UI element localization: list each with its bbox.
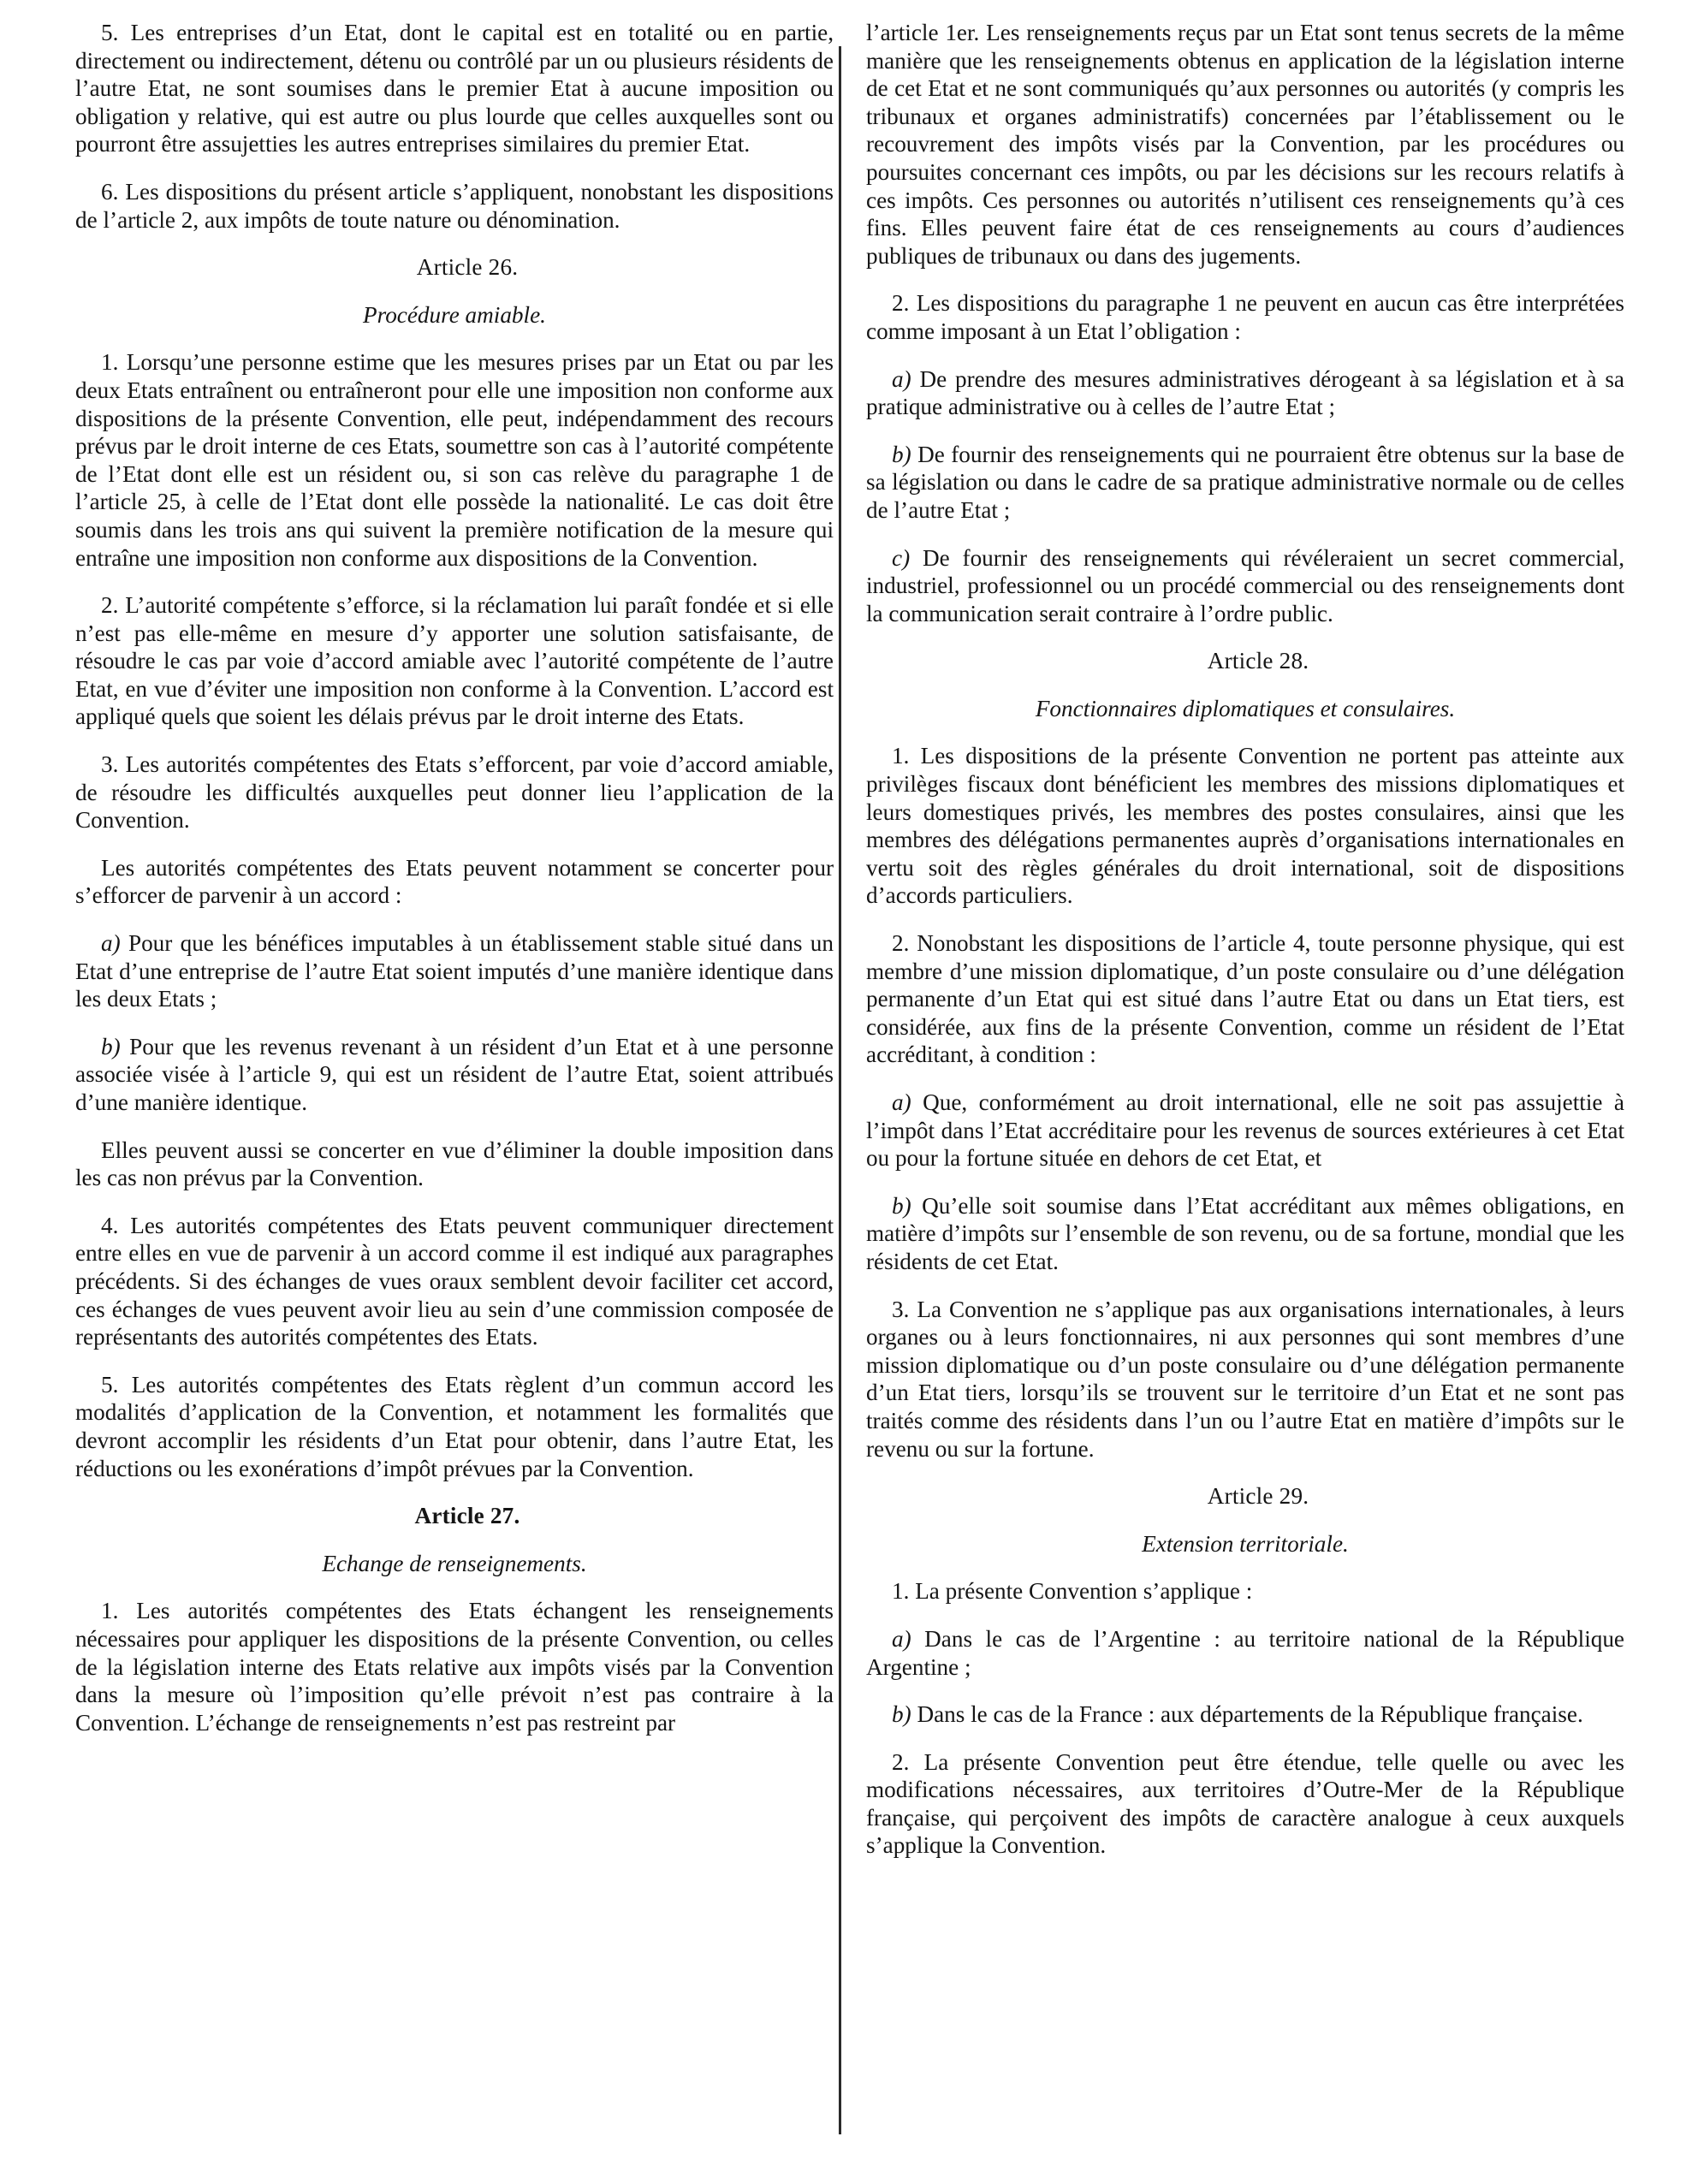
list-letter: a) bbox=[892, 1089, 911, 1115]
list-text: Pour que les revenus revenant à un résident d’un Etat et à une personne associée visée à l’article 9, qui est un résident de l’autre Etat, soient attribués d’une manière identique. bbox=[75, 1033, 834, 1115]
paragraph-art26-3-c: Elles peuvent aussi se concerter en vue d’éliminer la double imposition dans les cas non prévus par la Convention. bbox=[75, 1137, 834, 1191]
paragraph-art29-1: 1. La présente Convention s’applique : bbox=[892, 1578, 1253, 1605]
list-letter: c) bbox=[892, 544, 911, 571]
paragraph-art27-1-continued: l’article 1er. Les renseignements reçus par un Etat sont tenus secrets de la même manière que les renseignements obtenus en application de la législation interne de cet Etat et ne sont communiqués qu’aux personnes ou autorités (y compris les tribunaux et organes administratifs) concernées par l’établissement ou le recouvrement des impôts visés par la Convention, par les procédures ou poursuites concernant ces impôts, ou par les décisions sur les recours relatifs à ces impôts. Ces personnes ou autorités n’utilisent ces renseignements qu’à ces fins. Elles peuvent faire état de ces renseignements au cours d’audiences publiques de tribunaux ou dans des jugements. bbox=[866, 20, 1624, 269]
list-text: Que, conformément au droit international, elle ne soit pas assujettie à l’impôt dans l’Etat accréditaire pour les revenus de sources extérieures à cet Etat ou pour la fortune située en dehors de cet Etat, et bbox=[866, 1089, 1624, 1172]
article-29-subtitle: Extension territoriale. bbox=[1142, 1530, 1349, 1557]
list-text: Dans le cas de la France : aux départements de la République française. bbox=[911, 1701, 1583, 1728]
list-letter: b) bbox=[892, 1701, 911, 1728]
column-divider bbox=[839, 46, 841, 2134]
paragraph-art26-3: 3. Les autorités compétentes des Etats s’efforcent, par voie d’accord amiable, de résoudre les difficultés auxquelles peut donner lieu l’application de la Convention. bbox=[75, 751, 834, 834]
article-28-subtitle: Fonctionnaires diplomatiques et consulaires. bbox=[1035, 695, 1456, 721]
list-text: Dans le cas de l’Argentine : au territoire national de la République Argentine ; bbox=[866, 1625, 1624, 1680]
article-26-subtitle: Procédure amiable. bbox=[363, 301, 546, 328]
list-text: De fournir des renseignements qui ne pourraient être obtenus sur la base de sa législation ou dans le cadre de sa pratique administrative normale ou de celles de l’autre Etat ; bbox=[866, 441, 1624, 523]
right-column bbox=[866, 19, 1624, 1879]
list-letter: a) bbox=[892, 365, 911, 392]
paragraph-art27-2-c bbox=[866, 544, 1624, 628]
list-letter: a) bbox=[101, 930, 121, 957]
paragraph-art25-6: 6. Les dispositions du présent article s’appliquent, nonobstant les dispositions de l’article 2, aux impôts de toute nature ou dénomination. bbox=[75, 178, 834, 233]
left-column bbox=[75, 19, 834, 1756]
list-text: Pour que les bénéfices imputables à un établissement stable situé dans un Etat d’une entreprise de l’autre Etat soient imputés d’une manière identique dans les deux Etats ; bbox=[75, 930, 834, 1012]
paragraph-art27-2: 2. Les dispositions du paragraphe 1 ne peuvent en aucun cas être interprétées comme imposant à un Etat l’obligation : bbox=[866, 290, 1624, 344]
list-letter: b) bbox=[101, 1033, 121, 1059]
paragraph-art26-4: 4. Les autorités compétentes des Etats peuvent communiquer directement entre elles en vue de parvenir à un accord comme il est indiqué aux paragraphes précédents. Si des échanges de vues oraux semblent devoir faciliter cet accord, ces échanges de vues peuvent avoir lieu au sein d’une commission composée de représentants des autorités compétentes des Etats. bbox=[75, 1212, 834, 1350]
list-letter: b) bbox=[892, 1192, 911, 1219]
article-28-title: Article 28. bbox=[1207, 648, 1309, 674]
paragraph-art27-2-a bbox=[866, 365, 1624, 421]
paragraph-art29-1-a bbox=[866, 1625, 1624, 1681]
paragraph-art26-2: 2. L’autorité compétente s’efforce, si la réclamation lui paraît fondée et si elle n’est pas elle-même en mesure d’y apporter une solution satisfaisante, de résoudre le cas par voie d’accord amiable avec l’autorité compétente de l’autre Etat, en vue d’éviter une imposition non conforme à la Convention. L’accord est appliqué quels que soient les délais prévus par le droit interne des Etats. bbox=[75, 592, 834, 730]
list-text: Qu’elle soit soumise dans l’Etat accréditant aux mêmes obligations, en matière d’impôts sur l’ensemble de son revenu, ou de sa fortune, mondial que les résidents de cet Etat. bbox=[866, 1192, 1624, 1274]
paragraph-art28-2: 2. Nonobstant les dispositions de l’article 4, toute personne physique, qui est membre d’une mission diplomatique, d’un poste consulaire ou d’une délégation permanente d’un Etat qui est situé dans l’autre Etat ou dans un Etat tiers, est considérée, aux fins de la présente Convention, comme un résident de l’Etat accréditant, à condition : bbox=[866, 930, 1624, 1068]
paragraph-art28-3: 3. La Convention ne s’applique pas aux organisations internationales, à leurs organes ou à leurs fonctionnaires, ni aux personnes qui sont membres d’une mission diplomatique ou d’un poste consulaire ou d’une délégation permanente d’un Etat tiers, lorsqu’ils se trouvent sur le territoire d’un Etat et ne sont pas traités comme des résidents dans l’un ou l’autre Etat en matière d’impôts sur le revenu ou sur la fortune. bbox=[866, 1296, 1624, 1462]
paragraph-art25-5: 5. Les entreprises d’un Etat, dont le capital est en totalité ou en partie, directement ou indirectement, détenu ou contrôlé par un ou plusieurs résidents de l’autre Etat, ne sont soumises dans le premier Etat à aucune imposition ou obligation y relative, qui est autre ou plus lourde que celles auxquelles sont ou pourront être assujetties les autres entreprises similaires du premier Etat. bbox=[75, 20, 834, 157]
paragraph-art28-2-b bbox=[866, 1192, 1624, 1276]
list-text: De prendre des mesures administratives dérogeant à sa législation et à sa pratique administrative ou à celles de l’autre Etat ; bbox=[866, 365, 1624, 420]
article-27-subtitle: Echange de renseignements. bbox=[322, 1550, 587, 1576]
paragraph-art26-5: 5. Les autorités compétentes des Etats règlent d’un commun accord les modalités d’application de la Convention, et notamment les formalités que devront accomplir les résidents d’un Etat pour obtenir, dans l’autre Etat, les réductions ou les exonérations d’impôt prévues par la Convention. bbox=[75, 1371, 834, 1481]
paragraph-art28-1: 1. Les dispositions de la présente Convention ne portent pas atteinte aux privilèges fiscaux dont bénéficient les membres des missions diplomatiques et leurs domestiques privés, les membres des postes consulaires, ainsi que les membres des délégations permanentes auprès d’organisations internationales en vertu soit des règles générales du droit international, soit de dispositions d’accords particuliers. bbox=[866, 743, 1624, 909]
paragraph-art26-3-a bbox=[75, 929, 834, 1013]
article-27-title: Article 27. bbox=[414, 1503, 520, 1529]
list-letter: a) bbox=[892, 1625, 911, 1652]
paragraph-art26-3-b bbox=[75, 1033, 834, 1117]
paragraph-art29-1-b bbox=[866, 1700, 1624, 1729]
paragraph-art27-1: 1. Les autorités compétentes des Etats échangent les renseignements nécessaires pour appliquer les dispositions de la présente Convention, ou celles de la législation interne des Etats relative aux impôts visés par la Convention dans la mesure où l’imposition qu’elle prévoit n’est pas contraire à la Convention. L’échange de renseignements n’est pas restreint par bbox=[75, 1598, 834, 1736]
list-letter: b) bbox=[892, 441, 911, 467]
paragraph-art26-3-intro: Les autorités compétentes des Etats peuvent notamment se concerter pour s’efforcer de parvenir à un accord : bbox=[75, 854, 834, 909]
paragraph-art27-2-b bbox=[866, 441, 1624, 525]
article-29-title: Article 29. bbox=[1207, 1483, 1309, 1510]
list-text: De fournir des renseignements qui révéleraient un secret commercial, industriel, professionnel ou un procédé commercial ou des renseignements dont la communication serait contraire à l’ordre public. bbox=[866, 544, 1624, 626]
paragraph-art29-2: 2. La présente Convention peut être étendue, telle quelle ou avec les modifications nécessaires, aux territoires d’Outre-Mer de la République française, qui perçoivent des impôts de caractère analogue à ceux auxquels s’applique la Convention. bbox=[866, 1748, 1624, 1859]
paragraph-art26-1: 1. Lorsqu’une personne estime que les mesures prises par un Etat ou par les deux Etats entraînent ou entraîneront pour elle une imposition non conforme aux dispositions de la présente Convention, elle peut, indépendamment des recours prévus par le droit interne de ces Etats, soumettre son cas à l’autorité compétente de l’Etat dont elle est un résident ou, si son cas relève du paragraphe 1 de l’article 25, à celle de l’Etat dont elle possède la nationalité. Le cas doit être soumis dans les trois ans qui suivent la première notification de la mesure qui entraîne une imposition non conforme aux dispositions de la Convention. bbox=[75, 349, 834, 571]
article-26-title: Article 26. bbox=[416, 254, 519, 281]
paragraph-art28-2-a bbox=[866, 1089, 1624, 1172]
